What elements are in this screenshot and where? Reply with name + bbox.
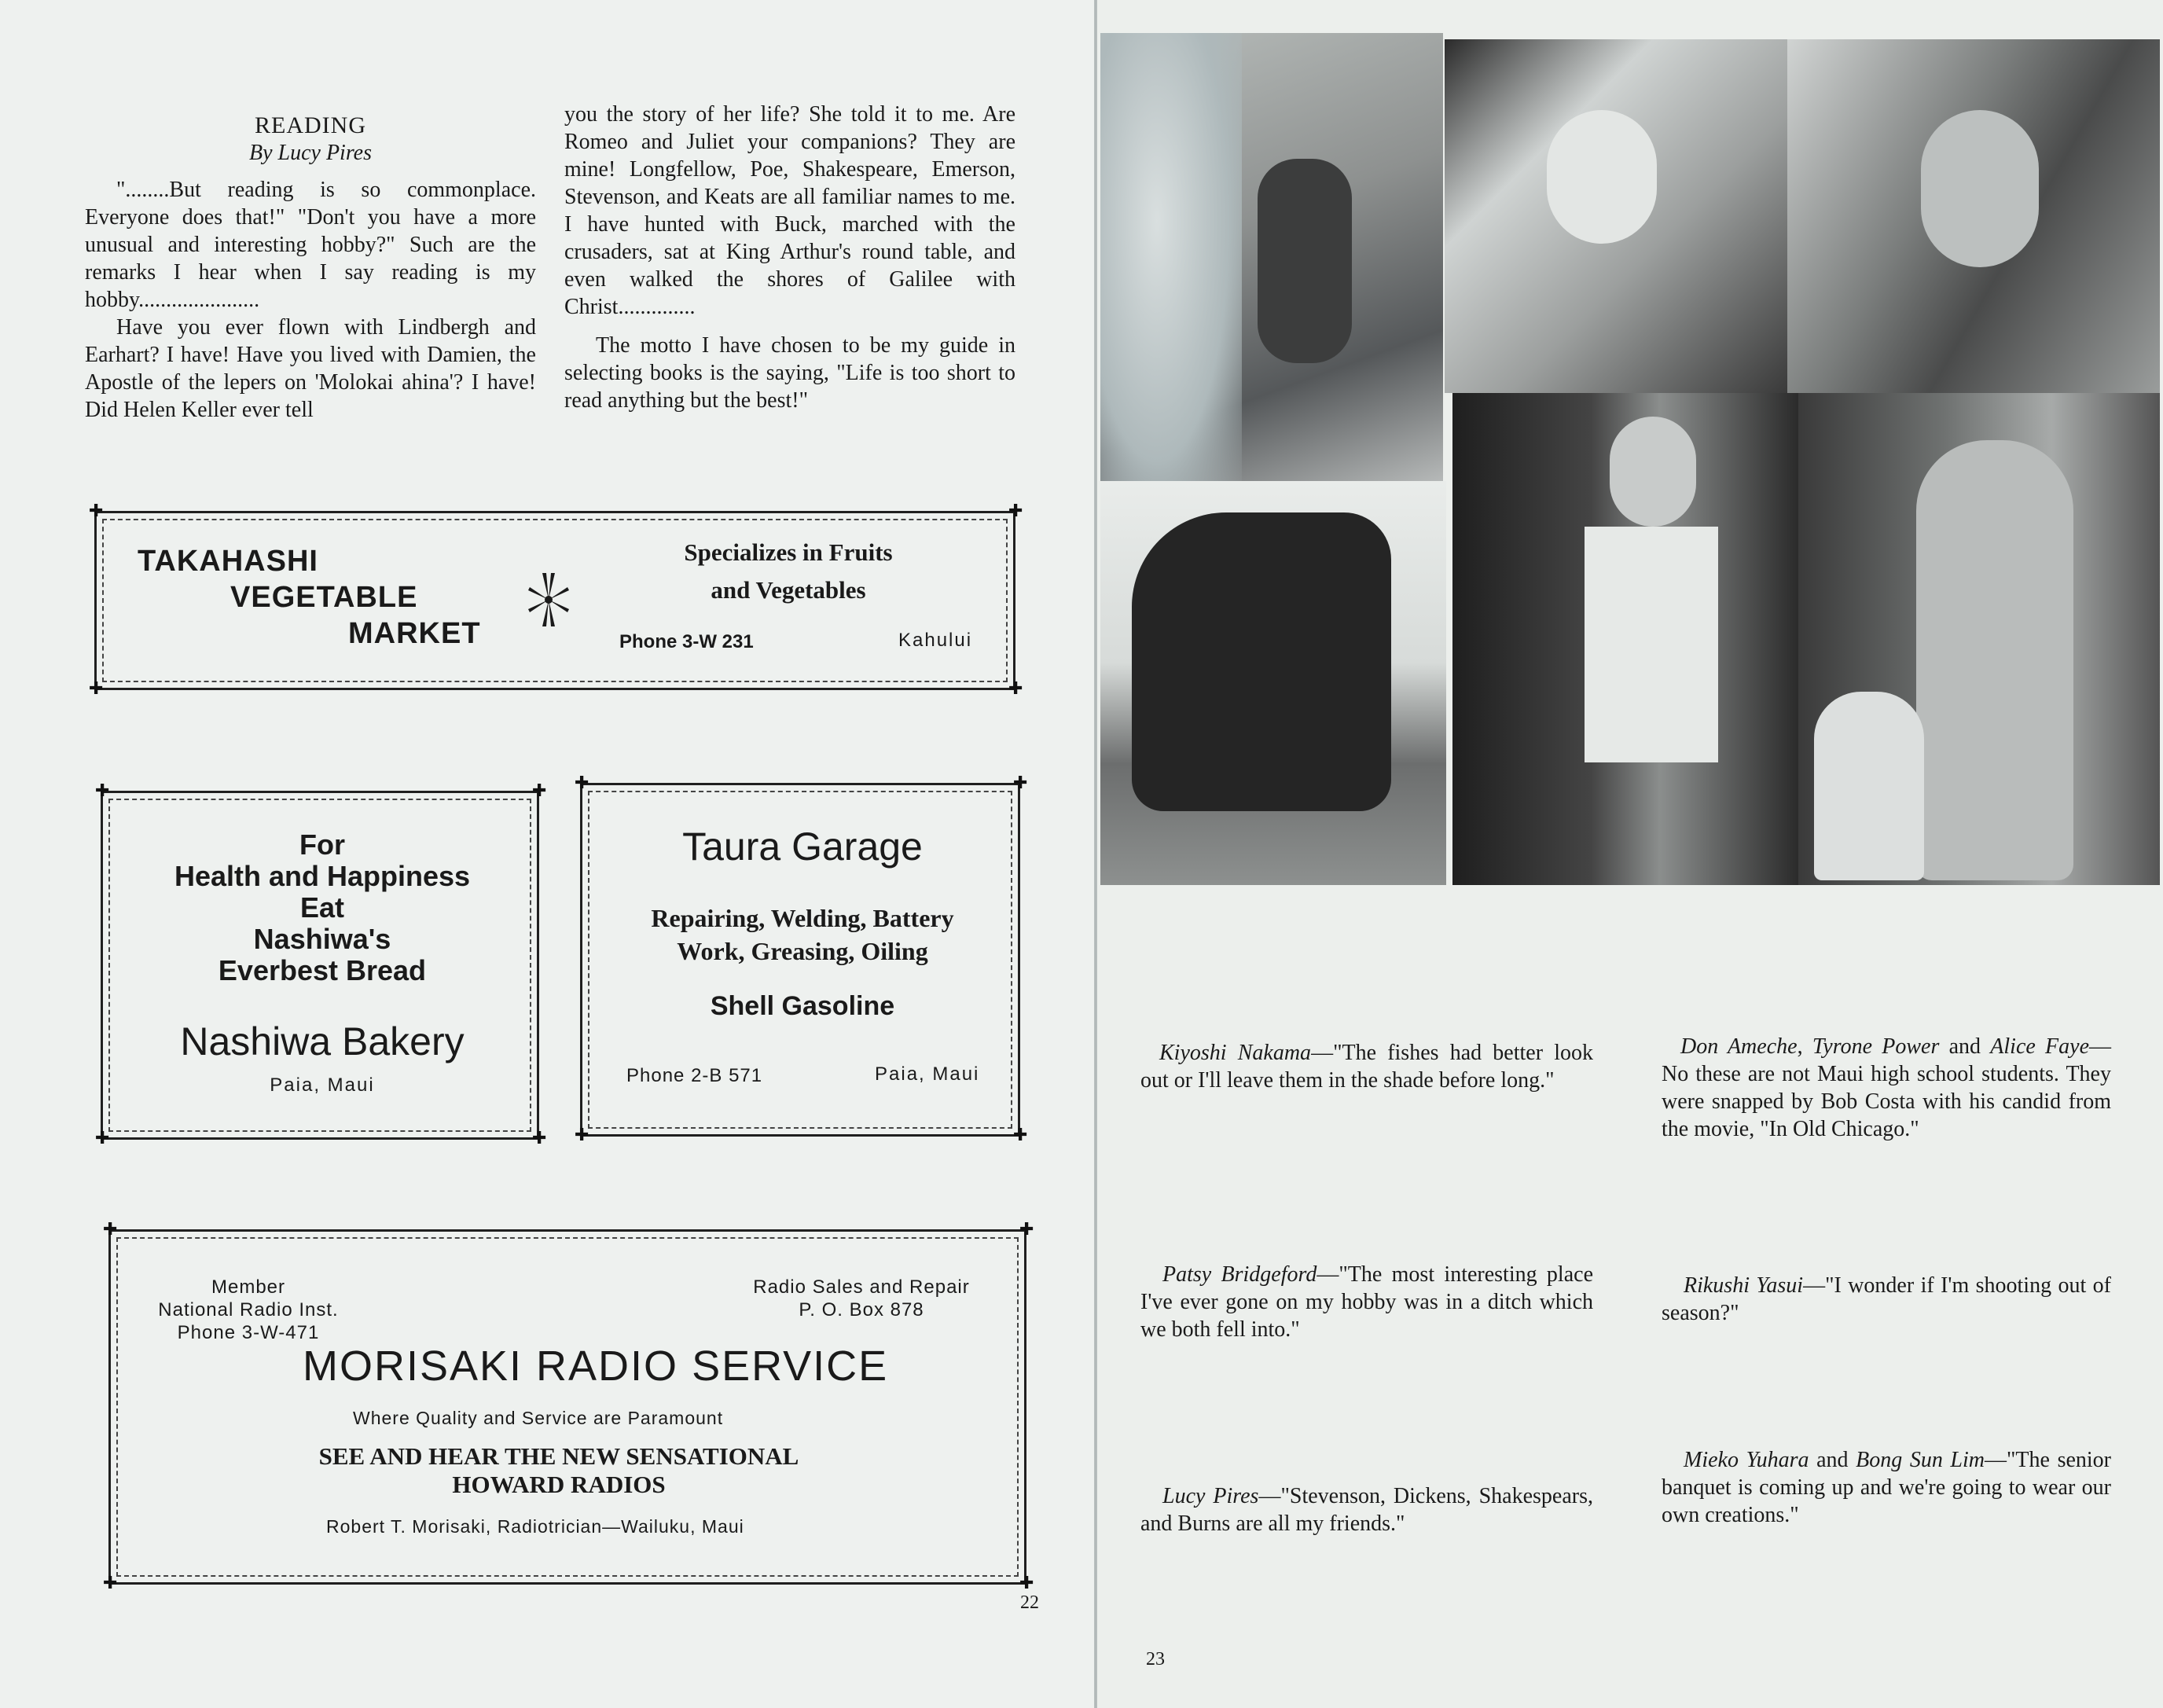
article-column-1 — [85, 112, 536, 424]
ad-business-name: Taura Garage — [682, 825, 923, 869]
ad-slogan-line: Nashiwa's — [253, 923, 391, 955]
ad-sales-line: Radio Sales and Repair — [753, 1276, 970, 1298]
ad-tagline — [655, 534, 922, 609]
ad-phone: Phone 3-W 231 — [619, 631, 754, 652]
ad-location: Paia, Maui — [270, 1074, 375, 1096]
caption-person-name: Tyrone Power — [1812, 1034, 1940, 1059]
border-ornament-icon: ✚ — [532, 1129, 547, 1148]
border-ornament-icon: ✚ — [89, 679, 104, 699]
caption-rikushi-yasui — [1662, 1272, 2111, 1327]
caption-kiyoshi-nakama — [1140, 1039, 1593, 1094]
caption-text: —"The most interesting place I've ever gone on my hobby was in a ditch which we both fell into." — [1140, 1262, 1593, 1342]
ad-phone: Phone 2-B 571 — [626, 1065, 763, 1086]
border-ornament-icon: ✚ — [103, 1220, 118, 1240]
right-page — [1097, 0, 2163, 1708]
flower-logo-icon — [525, 568, 572, 631]
ad-business-name — [138, 543, 481, 652]
photo-woman-reading — [1445, 39, 1787, 393]
article-paragraph: Have you ever flown with Lindbergh and Earhart? I have! Have you lived with Damien, the Apostle of the lepers on 'Molokai ahina'? I have! Did Helen Keller ever tell — [85, 315, 536, 422]
caption-person-name: Mieko Yuhara — [1684, 1448, 1809, 1472]
border-ornament-icon: ✚ — [1013, 1126, 1028, 1145]
ad-services-line: Work, Greasing, Oiling — [677, 937, 928, 965]
border-ornament-icon: ✚ — [1013, 773, 1028, 793]
article-paragraph: The motto I have chosen to be my guide in selecting books is the saying, "Life is too short to read anything but the best!" — [564, 333, 1015, 413]
caption-separator: and — [1809, 1448, 1856, 1472]
caption-separator: , — [1797, 1034, 1812, 1059]
ad-sales-line: P. O. Box 878 — [799, 1299, 924, 1320]
ad-name-line: VEGETABLE — [230, 581, 418, 614]
ad-services — [582, 902, 1023, 968]
ad-tagline-line: and Vegetables — [711, 576, 866, 604]
caption-text: —"The fishes had better look out or I'll leave them in the shade before long." — [1140, 1041, 1593, 1093]
article-title: READING — [255, 112, 366, 138]
ad-slogan-line: Health and Happiness — [174, 860, 471, 892]
photo-rikushi-hunter — [1452, 393, 1798, 885]
caption-person-name: Kiyoshi Nakama — [1159, 1041, 1312, 1065]
ad-slogan — [103, 829, 542, 986]
ad-slogan-line: Everbest Bread — [218, 954, 427, 986]
caption-text: —"Stevenson, Dickens, Shakespears, and Burns are all my friends." — [1140, 1484, 1593, 1536]
ad-name-line: TAKAHASHI — [138, 545, 318, 578]
ad-phone: Phone 3-W-471 — [177, 1322, 320, 1343]
ad-business-name: Nashiwa Bakery — [180, 1019, 465, 1063]
page-number: 22 — [1020, 1592, 1039, 1613]
caption-person-name: Don Ameche — [1680, 1034, 1798, 1059]
ad-name-line: MARKET — [348, 617, 481, 650]
ad-takahashi-vegetable-market — [89, 501, 1023, 699]
page-number: 23 — [1146, 1649, 1165, 1669]
caption-person-name: Lucy Pires — [1162, 1484, 1259, 1508]
ad-business-name: MORISAKI RADIO SERVICE — [303, 1343, 889, 1390]
border-ornament-icon: ✚ — [103, 1574, 118, 1593]
ad-owner: Robert T. Morisaki, Radiotrician—Wailuku, Maui — [326, 1516, 744, 1537]
border-ornament-icon: ✚ — [1008, 679, 1023, 699]
ad-promo-line: HOWARD RADIOS — [452, 1471, 666, 1498]
caption-person-name: Bong Sun Lim — [1856, 1448, 1985, 1472]
caption-text: —"I wonder if I'm shooting out of season?" — [1662, 1273, 2111, 1325]
photo-kiyoshi-fishing — [1100, 33, 1443, 511]
border-ornament-icon: ✚ — [532, 781, 547, 801]
ad-slogan: Where Quality and Service are Paramount — [353, 1408, 724, 1428]
ad-membership — [142, 1276, 354, 1344]
ad-fuel: Shell Gasoline — [710, 991, 895, 1021]
caption-separator: and — [1939, 1034, 1991, 1059]
ad-slogan-line: Eat — [299, 891, 345, 924]
caption-text: —No these are not Maui high school students. They were snapped by Bob Costa with his candid from the movie, "In Old Chicago." — [1662, 1034, 2112, 1141]
caption-text: —"The senior banquet is coming up and we're going to wear our own creations." — [1662, 1448, 2111, 1527]
ad-taura-garage — [575, 773, 1028, 1145]
article-paragraph: you the story of her life? She told it to me. Are Romeo and Juliet your companions? They are mine! Longfellow, Poe, Shakespeare, Emerson, Stevenson, and Keats are all familiar names to me. I have hunted with Buck, marched with the crusaders, sat at King Arthur's round table, and even walked the shores of Galilee with Christ.............. — [564, 102, 1015, 319]
border-ornament-icon: ✚ — [95, 1129, 110, 1148]
caption-person-name: Patsy Bridgeford — [1162, 1262, 1317, 1287]
photo-mieko-and-bong-sun — [1798, 393, 2160, 885]
caption-person-name: Rikushi Yasui — [1684, 1273, 1804, 1298]
caption-patsy-bridgeford — [1140, 1261, 1593, 1343]
ad-location: Paia, Maui — [875, 1063, 980, 1085]
photo-movie-still — [1787, 39, 2160, 393]
article-byline: By Lucy Pires — [248, 141, 373, 165]
ad-sales — [728, 1276, 995, 1321]
ad-slogan-line: For — [299, 828, 345, 861]
border-ornament-icon: ✚ — [89, 501, 104, 521]
ad-tagline-line: Specializes in Fruits — [684, 538, 893, 566]
border-ornament-icon: ✚ — [575, 1126, 589, 1145]
ad-morisaki-radio-service — [103, 1220, 1034, 1593]
caption-movie-stars — [1662, 1033, 2111, 1143]
border-ornament-icon: ✚ — [1008, 501, 1023, 521]
ad-membership-line: National Radio Inst. — [158, 1299, 339, 1320]
border-ornament-icon: ✚ — [1019, 1220, 1034, 1240]
article-paragraph: "........But reading is so commonplace. Everyone does that!" "Don't you have a more unusual and interesting hobby?" Such are the remarks I hear when I say reading is my hobby...................... — [85, 178, 536, 312]
border-ornament-icon: ✚ — [575, 773, 589, 793]
ad-services-line: Repairing, Welding, Battery — [651, 904, 954, 932]
ad-location: Kahului — [898, 630, 973, 651]
ad-promo — [244, 1442, 873, 1499]
article-column-2 — [564, 101, 1015, 414]
ad-nashiwa-bakery — [95, 781, 547, 1148]
caption-lucy-pires — [1140, 1482, 1593, 1537]
ad-membership-line: Member — [211, 1276, 286, 1298]
caption-person-name: Alice Faye — [1990, 1034, 2090, 1059]
ad-promo-line: SEE AND HEAR THE NEW SENSATIONAL — [318, 1442, 799, 1470]
border-ornament-icon: ✚ — [95, 781, 110, 801]
caption-mieko-and-bong-sun — [1662, 1446, 2111, 1529]
photo-patsy-on-horse — [1100, 481, 1446, 885]
border-ornament-icon: ✚ — [1019, 1574, 1034, 1593]
